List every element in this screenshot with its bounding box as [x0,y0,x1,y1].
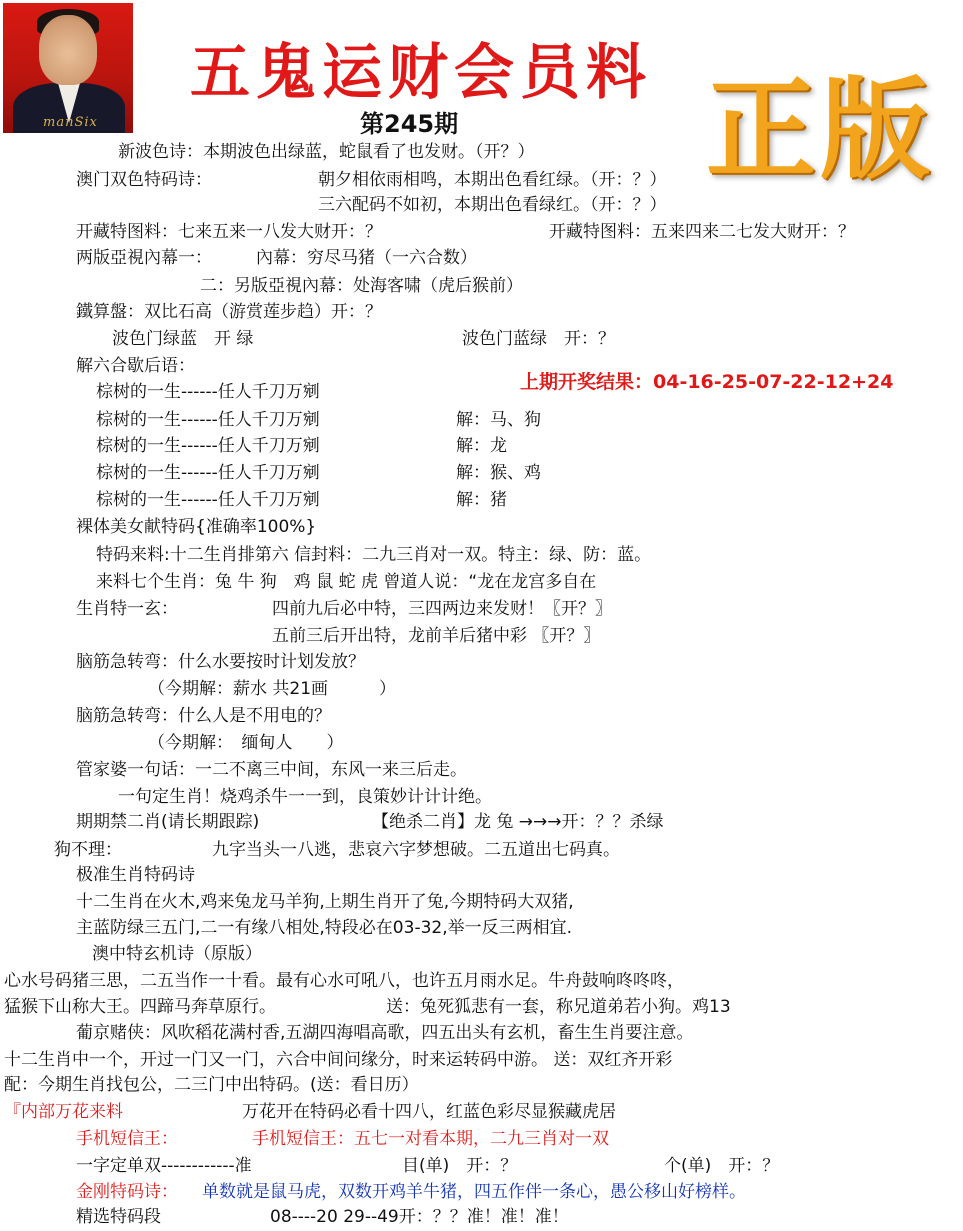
odd-even-pick: 一字定单双------------准 [76,1156,252,1176]
zodiac-mystery-label: 生肖特一玄： [76,599,178,619]
king-kong-poem-label: 金刚特码诗： [76,1182,178,1202]
seven-zodiacs: 来料七个生肖：兔 牛 狗 鸡 鼠 蛇 虎 曾道人说：“龙在龙宫多自在 [96,572,597,592]
riddle-line: 棕树的一生------任人千刀万剜 [96,382,320,402]
internal-flowers-label: 『内部万花来料 [4,1102,123,1122]
accurate-zodiac-poem-heading: 极准生肖特码诗 [76,865,195,885]
portrait-face [39,15,97,85]
authentic-stamp: 正版 [706,65,934,194]
atv-insider-two: 二：另版亞視內幕：处海客啸（虎后猴前） [200,276,523,296]
brain-teaser-one: 脑筋急转弯：什么水要按时计划发放？ [76,652,365,672]
page-title: 五鬼运财会员料 [190,38,652,108]
wave-door-blue-green: 波色门蓝绿 开：？ [462,329,615,349]
macau-color-poem-line2: 三六配码不如初，本期出色看绿红。（开：？） [318,195,667,215]
macau-mystery-poem-heading: 澳中特玄机诗（原版） [92,944,262,964]
odd-even-item: 个(单) 开：？ [664,1156,780,1176]
issue-number: 第245期 [360,110,459,138]
special-code-source: 特码来料:十二生肖排第六 信封料：二九三肖对一双。特主：绿、防：蓝。 [96,545,652,565]
lisboa-gambler-line1: 葡京赌侠：风吹稻花满村香,五湖四海唱高歌，四五出头有玄机，畜生生肖要注意。 [76,1023,694,1043]
riddle-heading: 解六合歇后语： [76,356,195,376]
riddle-answer: 解：猪 [456,490,507,510]
last-draw-result: 上期开奖结果：04-16-25-07-22-12+24 [520,371,894,393]
riddle-line: 棕树的一生------任人千刀万剜 [96,463,320,483]
riddle-answer: 解：龙 [456,436,507,456]
riddle-answer: 解：猴、鸡 [456,463,541,483]
hidden-picture-right: 开藏特图料：五来四来二七发大财开：？ [549,222,855,242]
king-kong-poem-text: 单数就是鼠马虎，双数开鸡羊牛猪，四五作伴一条心，愚公移山好榜样。 [202,1182,746,1202]
iron-abacus: 鐵算盤：双比石高（游赏莲步趋）开：？ [76,302,382,322]
macau-color-poem-line1: 朝夕相依雨相鸣，本期出色看红绿。（开：？） [318,170,667,190]
portrait-photo [3,3,133,133]
atv-insider-label: 两版亞視內幕一： [76,248,212,268]
brain-teaser-one-answer: （今期解：薪水 共21画 ） [148,679,397,699]
brain-teaser-two-answer: （今期解： 缅甸人 ） [148,733,344,753]
zodiac-mystery-line1: 四前九后必中特，三四两边来发财！〖开？〗 [272,599,612,619]
portrait-signature: manSix [43,115,98,130]
wave-color-poem: 新波色诗：本期波色出绿蓝，蛇鼠看了也发财。（开？） [118,142,535,162]
lisboa-gambler-line3: 配：今期生肖找包公，二三门中出特码。(送：看日历） [4,1075,419,1095]
selected-code-range: 08----20 29--49开：？？准！准！准！ [270,1207,569,1227]
brain-teaser-two: 脑筋急转弯：什么人是不用电的？ [76,706,331,726]
macau-mystery-poem-gift: 送：兔死狐悲有一套，称兄道弟若小狗。鸡13 [386,997,731,1017]
macau-color-poem-label: 澳门双色特码诗： [76,170,212,190]
internal-flowers-text: 万花开在特码必看十四八，红蓝色彩尽显猴藏虎居 [242,1102,616,1122]
atv-insider-one: 內幕：穷尽马猪（一六合数） [256,248,477,268]
odd-even-item: 目(单) 开：？ [402,1156,518,1176]
accurate-zodiac-poem-line1: 十二生肖在火木,鸡来兔龙马羊狗,上期生肖开了兔,今期特码大双猪, [76,892,574,912]
banned-zodiacs: 【绝杀二肖】龙 兔 →→→开：？？杀绿 [372,812,664,832]
macau-mystery-poem-line2: 猛猴下山称大王。四蹄马奔草原行。 [4,997,276,1017]
lisboa-gambler-line2: 十二生肖中一个，开过一门又一门，六合中间问缘分，时来运转码中游。 送：双红齐开彩 [4,1050,673,1070]
hidden-picture-left: 开藏特图料：七来五来一八发大财开：？ [76,222,382,242]
riddle-answer: 解：马、狗 [456,410,541,430]
one-line-zodiac: 一句定生肖！烧鸡杀牛一一到，良策妙计计计绝。 [118,787,492,807]
zodiac-mystery-line2: 五前三后开出特，龙前羊后猪中彩 〖开？〗 [272,626,601,646]
wave-door-green-blue: 波色门绿蓝 开 绿 [112,329,254,349]
riddle-line: 棕树的一生------任人千刀万剜 [96,436,320,456]
accurate-zodiac-poem-line2: 主蓝防绿三五门,二一有缘八相处,特段必在03-32,举一反三两相宜. [76,918,573,938]
dog-ignores-label: 狗不理： [54,840,122,860]
riddle-line: 棕树的一生------任人千刀万剜 [96,490,320,510]
banned-zodiacs-label: 期期禁二肖(请长期跟踪) [76,812,260,832]
dog-ignores-text: 九字当头一八逃，悲哀六字梦想破。二五道出七码真。 [212,840,620,860]
beauty-special-code: 裸体美女献特码{准确率100%} [76,517,317,537]
macau-mystery-poem-line1: 心水号码猪三思，二五当作一十看。最有心水可吼八，也许五月雨水足。牛舟鼓响咚咚咚， [4,971,684,991]
housekeeper-saying: 管家婆一句话：一二不离三中间，东风一来三后走。 [76,760,467,780]
riddle-line: 棕树的一生------任人千刀万剜 [96,410,320,430]
sms-king-label: 手机短信王： [76,1129,178,1149]
sms-king-text: 手机短信王：五七一对看本期，二九三肖对一双 [252,1129,609,1149]
selected-code-range-label: 精选特码段 [76,1207,161,1227]
